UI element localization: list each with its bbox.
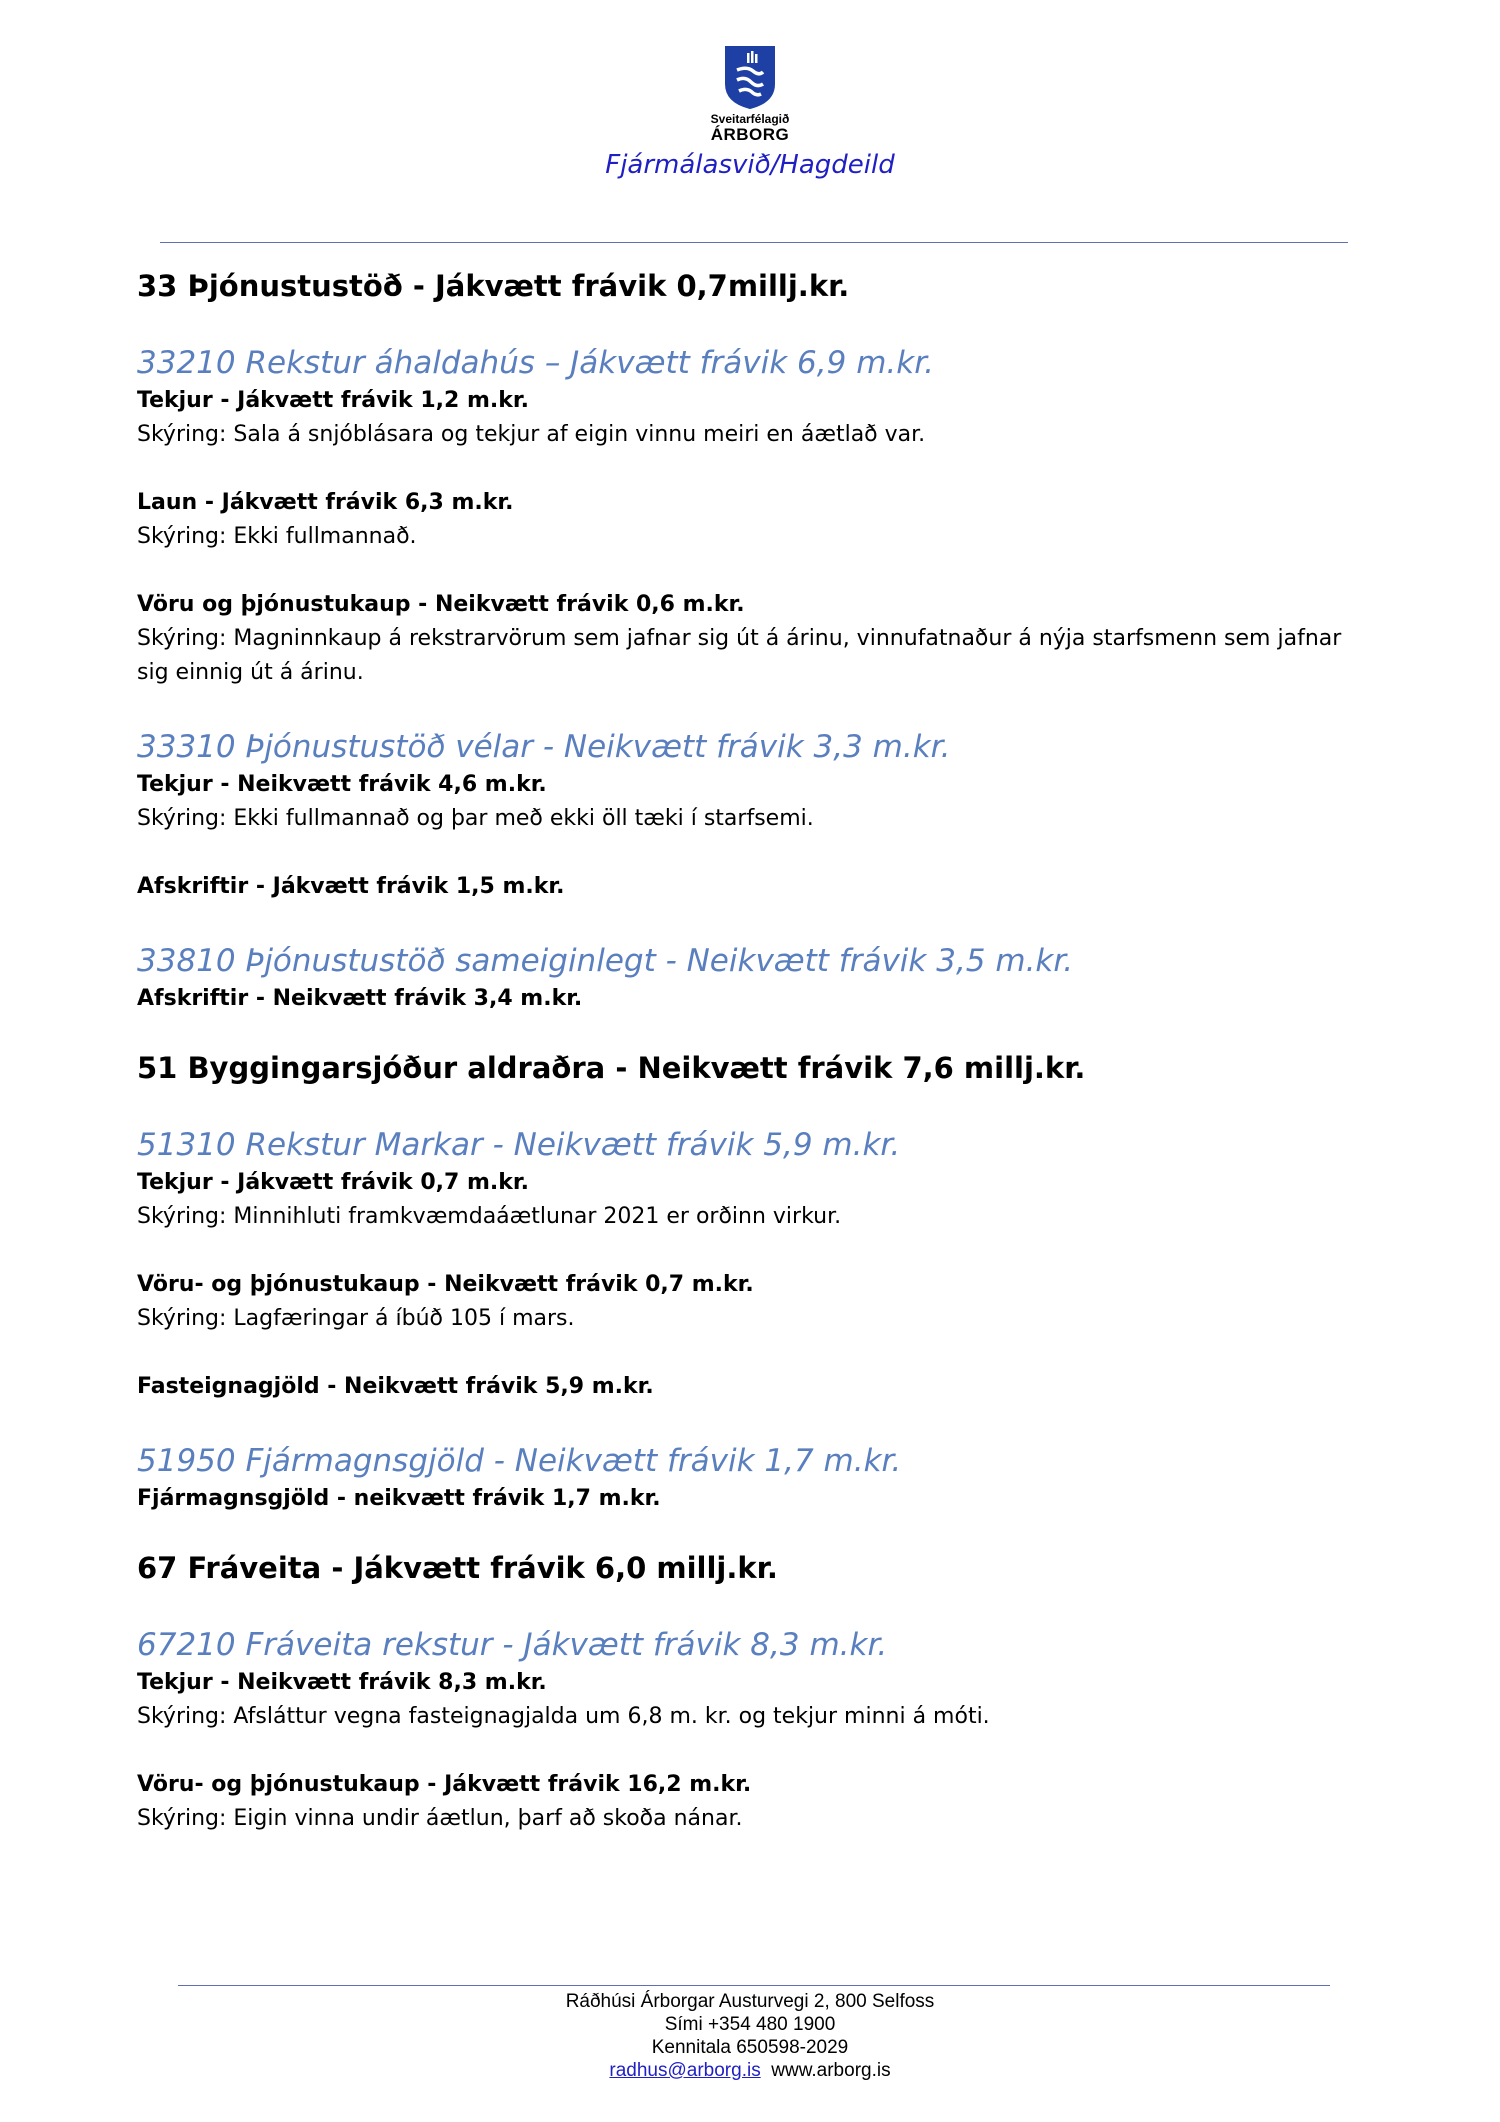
line-label: Tekjur - Neikvætt frávik 8,3 m.kr. [137,1670,547,1695]
line-label: Tekjur - Jákvætt frávik 0,7 m.kr. [137,1170,529,1195]
explanation-text: Skýring: Minnihluti framkvæmdaáætlunar 2021 er orðinn virkur. [137,1204,842,1229]
line-label: Fjármagnsgjöld - neikvætt frávik 1,7 m.kr. [137,1486,661,1511]
line-label: Vöru og þjónustukaup - Neikvætt frávik 0,6 m.kr. [137,592,745,617]
explanation-text: Skýring: Ekki fullmannað og þar með ekki öll tæki í starfsemi. [137,806,814,831]
section-33-heading: 33 Þjónustustöð - Jákvætt frávik 0,7millj.kr. [137,269,850,303]
line-label: Laun - Jákvætt frávik 6,3 m.kr. [137,490,514,515]
footer-kennitala: Kennitala 650598-2029 [651,2037,849,2058]
explanation-text: Skýring: Lagfæringar á íbúð 105 í mars. [137,1306,575,1331]
subsection-51950-heading: 51950 Fjármagnsgjöld - Neikvætt frávik 1,7 m.kr. [137,1443,902,1479]
line-label: Afskriftir - Jákvætt frávik 1,5 m.kr. [137,874,565,899]
subsection-67210-heading: 67210 Fráveita rekstur - Jákvætt frávik 8,3 m.kr. [137,1627,888,1663]
logo-line-1: Sveitarfélagið [710,112,790,126]
subsection-51310-heading: 51310 Rekstur Markar - Neikvætt frávik 5,9 m.kr. [137,1127,901,1163]
subsection-33310-heading: 33310 Þjónustustöð vélar - Neikvætt frávik 3,3 m.kr. [137,729,951,765]
explanation-text: Skýring: Eigin vinna undir áætlun, þarf að skoða nánar. [137,1806,743,1831]
explanation-text: Skýring: Ekki fullmannað. [137,524,417,549]
line-label: Vöru- og þjónustukaup - Jákvætt frávik 16,2 m.kr. [137,1772,752,1797]
explanation-text: Skýring: Magninnkaup á rekstrarvörum sem jafnar sig út á árinu, vinnufatnaður á nýja starfsmenn sem jafnar [137,626,1342,651]
department-title: Fjármálasvið/Hagdeild [605,150,895,180]
footer-divider [178,1985,1330,1986]
explanation-text: Skýring: Sala á snjóblásara og tekjur af eigin vinnu meiri en áætlað var. [137,422,926,447]
footer-phone: Sími +354 480 1900 [664,2014,836,2035]
line-label: Tekjur - Jákvætt frávik 1,2 m.kr. [137,388,529,413]
email-link[interactable]: radhus@arborg.is [609,2060,761,2081]
footer-contact [0,2059,1500,2082]
header-divider [160,242,1348,243]
section-51-heading: 51 Byggingarsjóður aldraðra - Neikvætt frávik 7,6 millj.kr. [137,1051,1086,1085]
website-text: www.arborg.is [771,2060,891,2081]
logo-line-2: ÁRBORG [710,125,790,144]
line-label: Tekjur - Neikvætt frávik 4,6 m.kr. [137,772,547,797]
report-body [137,266,1377,1836]
subsection-33210-heading: 33210 Rekstur áhaldahús – Jákvætt frávik 6,9 m.kr. [137,345,934,381]
line-label: Vöru- og þjónustukaup - Neikvætt frávik 0,7 m.kr. [137,1272,754,1297]
line-label: Afskriftir - Neikvætt frávik 3,4 m.kr. [137,986,583,1011]
line-label: Fasteignagjöld - Neikvætt frávik 5,9 m.kr. [137,1374,654,1399]
footer [0,1990,1500,2082]
letterhead [0,44,1500,180]
footer-address: Ráðhúsi Árborgar Austurvegi 2, 800 Selfoss [565,1991,935,2012]
arborg-crest-logo [723,44,777,110]
explanation-text: Skýring: Afsláttur vegna fasteignagjalda um 6,8 m. kr. og tekjur minni á móti. [137,1704,990,1729]
explanation-text-cont: sig einnig út á árinu. [137,660,364,685]
subsection-33810-heading: 33810 Þjónustustöð sameiginlegt - Neikvætt frávik 3,5 m.kr. [137,943,1074,979]
section-67-heading: 67 Fráveita - Jákvætt frávik 6,0 millj.kr. [137,1551,778,1585]
